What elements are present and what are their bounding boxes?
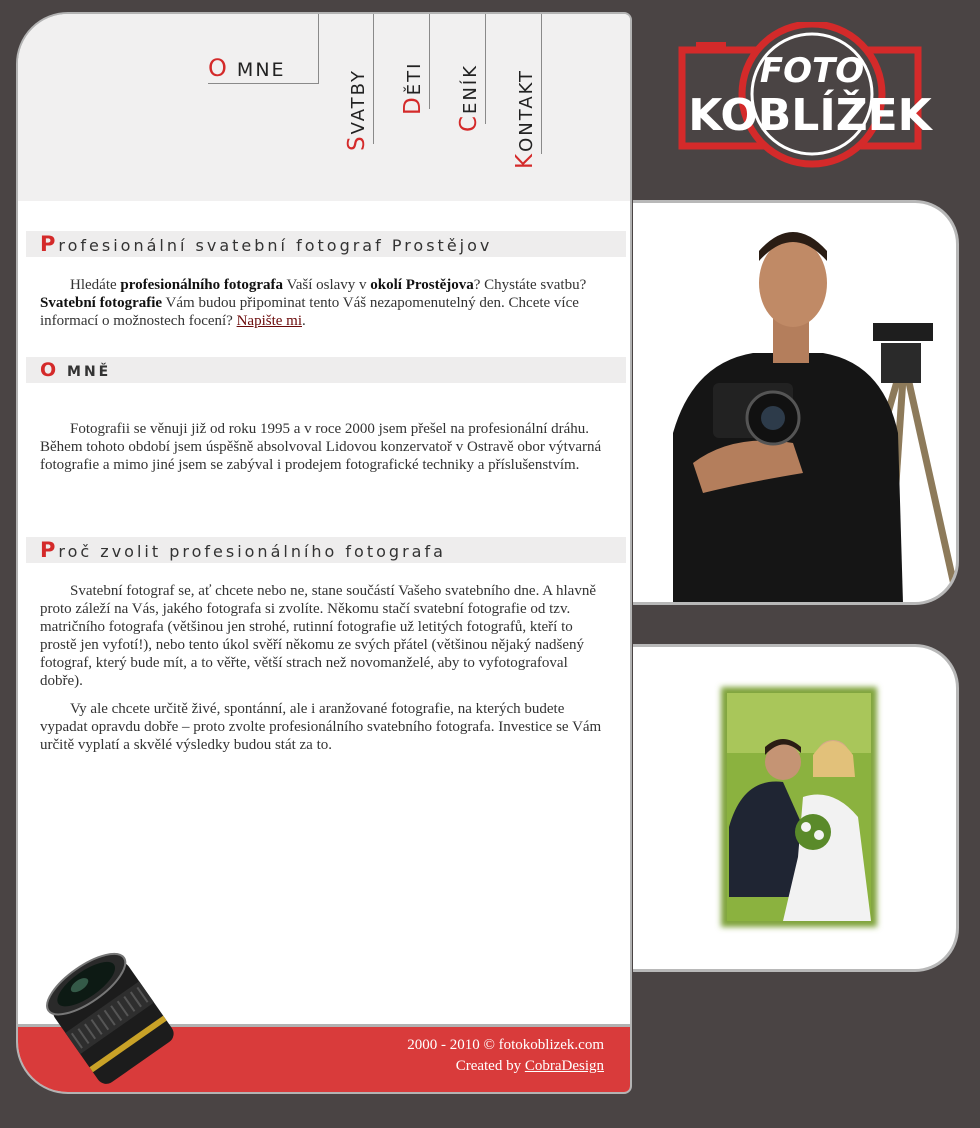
intro-text: . bbox=[302, 313, 306, 329]
nav-o-mne-initial: O bbox=[208, 54, 229, 82]
credit-label: Created by bbox=[455, 1058, 525, 1074]
nav-svatby-initial: S bbox=[344, 134, 370, 151]
nav-divider bbox=[429, 14, 430, 109]
intro-text: Hledáte bbox=[70, 277, 121, 293]
section-title-text: MNĚ bbox=[59, 364, 112, 380]
wedding-photo-panel bbox=[633, 644, 959, 972]
section-title-initial: P bbox=[40, 538, 59, 562]
camera-lens-image bbox=[32, 946, 192, 1094]
nav-divider bbox=[485, 14, 486, 124]
foto-koblizek-logo[interactable] bbox=[676, 22, 946, 172]
about-paragraph: Fotografii se věnuji již od roku 1995 a v roce 2000 jsem přešel na profesionální dráhu. Během tohoto období jsem úspěšně absolvoval Lidovou konzervatoř v Ostravě obor výtvarná fotografie a mimo jiné jsem se zabýval i prodejem fotografické techniky a příslušenstvím. bbox=[40, 421, 602, 473]
section-title-text: roč zvolit profesionálního fotografa bbox=[58, 542, 446, 561]
nav-kontakt[interactable] bbox=[512, 69, 538, 169]
intro-bold: okolí Prostějova bbox=[370, 277, 474, 293]
intro-text: Vaší oslavy v bbox=[283, 277, 371, 293]
nav-deti-initial: D bbox=[400, 95, 426, 115]
intro-bold: Svatební fotografie bbox=[40, 295, 163, 311]
svg-text:FOTO: FOTO bbox=[759, 51, 865, 91]
nav-cenik-initial: C bbox=[456, 113, 482, 132]
nav-cenik-label: ENÍK bbox=[460, 63, 481, 114]
intro-paragraph bbox=[40, 276, 606, 330]
nav-svatby-label: VATBY bbox=[348, 68, 369, 135]
wedding-couple-photo bbox=[633, 647, 956, 969]
why-paragraph-2: Vy ale chcete určitě živé, spontánní, ale i aranžované fotografie, na kterých budete vypadat opravdu dobře – proto zvolte profesionálního svatebního fotografa. Investice se Vám určitě vyplatí a skvělé výsledky budou stát za to. bbox=[40, 701, 602, 753]
credit-line bbox=[407, 1056, 604, 1077]
section-title-initial: O bbox=[40, 359, 60, 381]
svg-text:KOBLÍŽEK: KOBLÍŽEK bbox=[688, 90, 932, 141]
nav-svatby[interactable] bbox=[344, 69, 370, 151]
footer-text bbox=[407, 1035, 604, 1077]
author-link[interactable]: CobraDesign bbox=[524, 1058, 604, 1074]
nav-deti-label: ĚTI bbox=[404, 61, 425, 96]
nav-kontakt-label: ONTAKT bbox=[516, 68, 537, 152]
contact-link[interactable]: Napište mi bbox=[236, 313, 302, 329]
photographer-photo-panel bbox=[633, 200, 959, 605]
section-title-text: rofesionální svatební fotograf Prostějov bbox=[58, 236, 493, 255]
header-area bbox=[18, 14, 630, 201]
section-title-initial: P bbox=[40, 232, 59, 256]
content-panel bbox=[16, 12, 632, 1094]
photographer-photo bbox=[633, 203, 956, 603]
intro-text: Vám budou připominat tento Váš nezapomenutelný den. Chcete více informací o možnostech focení? bbox=[40, 295, 579, 329]
intro-bold: profesionálního fotografa bbox=[120, 277, 284, 293]
section-title-why bbox=[26, 537, 626, 563]
why-paragraph-1: Svatební fotograf se, ať chcete nebo ne, stane součástí Vašeho svatebního dne. A hlavně proto záleží na Vás, jakého fotografa si zvolíte. Někomu stačí svatební fotografie od tzv. matričního fotografa (většinou jen strohé, rutinní fotografie už letitých fotografů, kteří to prostě jen vyfotí!), nebo tento úkol svěří někomu ze svých přátel (většinou nějaký nadšený fotograf, který bude mít, a to věřte, větší strach než novomanželé, aby to vyfotografoval dobře). bbox=[40, 583, 596, 689]
nav-divider bbox=[373, 14, 374, 144]
nav-divider bbox=[541, 14, 542, 154]
copyright-text: 2000 - 2010 © fotokoblizek.com bbox=[407, 1037, 604, 1053]
nav-o-mne[interactable] bbox=[208, 54, 318, 84]
nav-deti[interactable] bbox=[400, 62, 426, 115]
nav-kontakt-initial: K bbox=[512, 151, 538, 169]
nav-o-mne-label: MNE bbox=[228, 59, 286, 81]
section-title-about bbox=[26, 357, 626, 383]
nav-cenik[interactable] bbox=[456, 64, 482, 132]
section-title-professional bbox=[26, 231, 626, 257]
nav-divider bbox=[318, 14, 319, 84]
intro-text: ? Chystáte svatbu? bbox=[473, 277, 587, 293]
